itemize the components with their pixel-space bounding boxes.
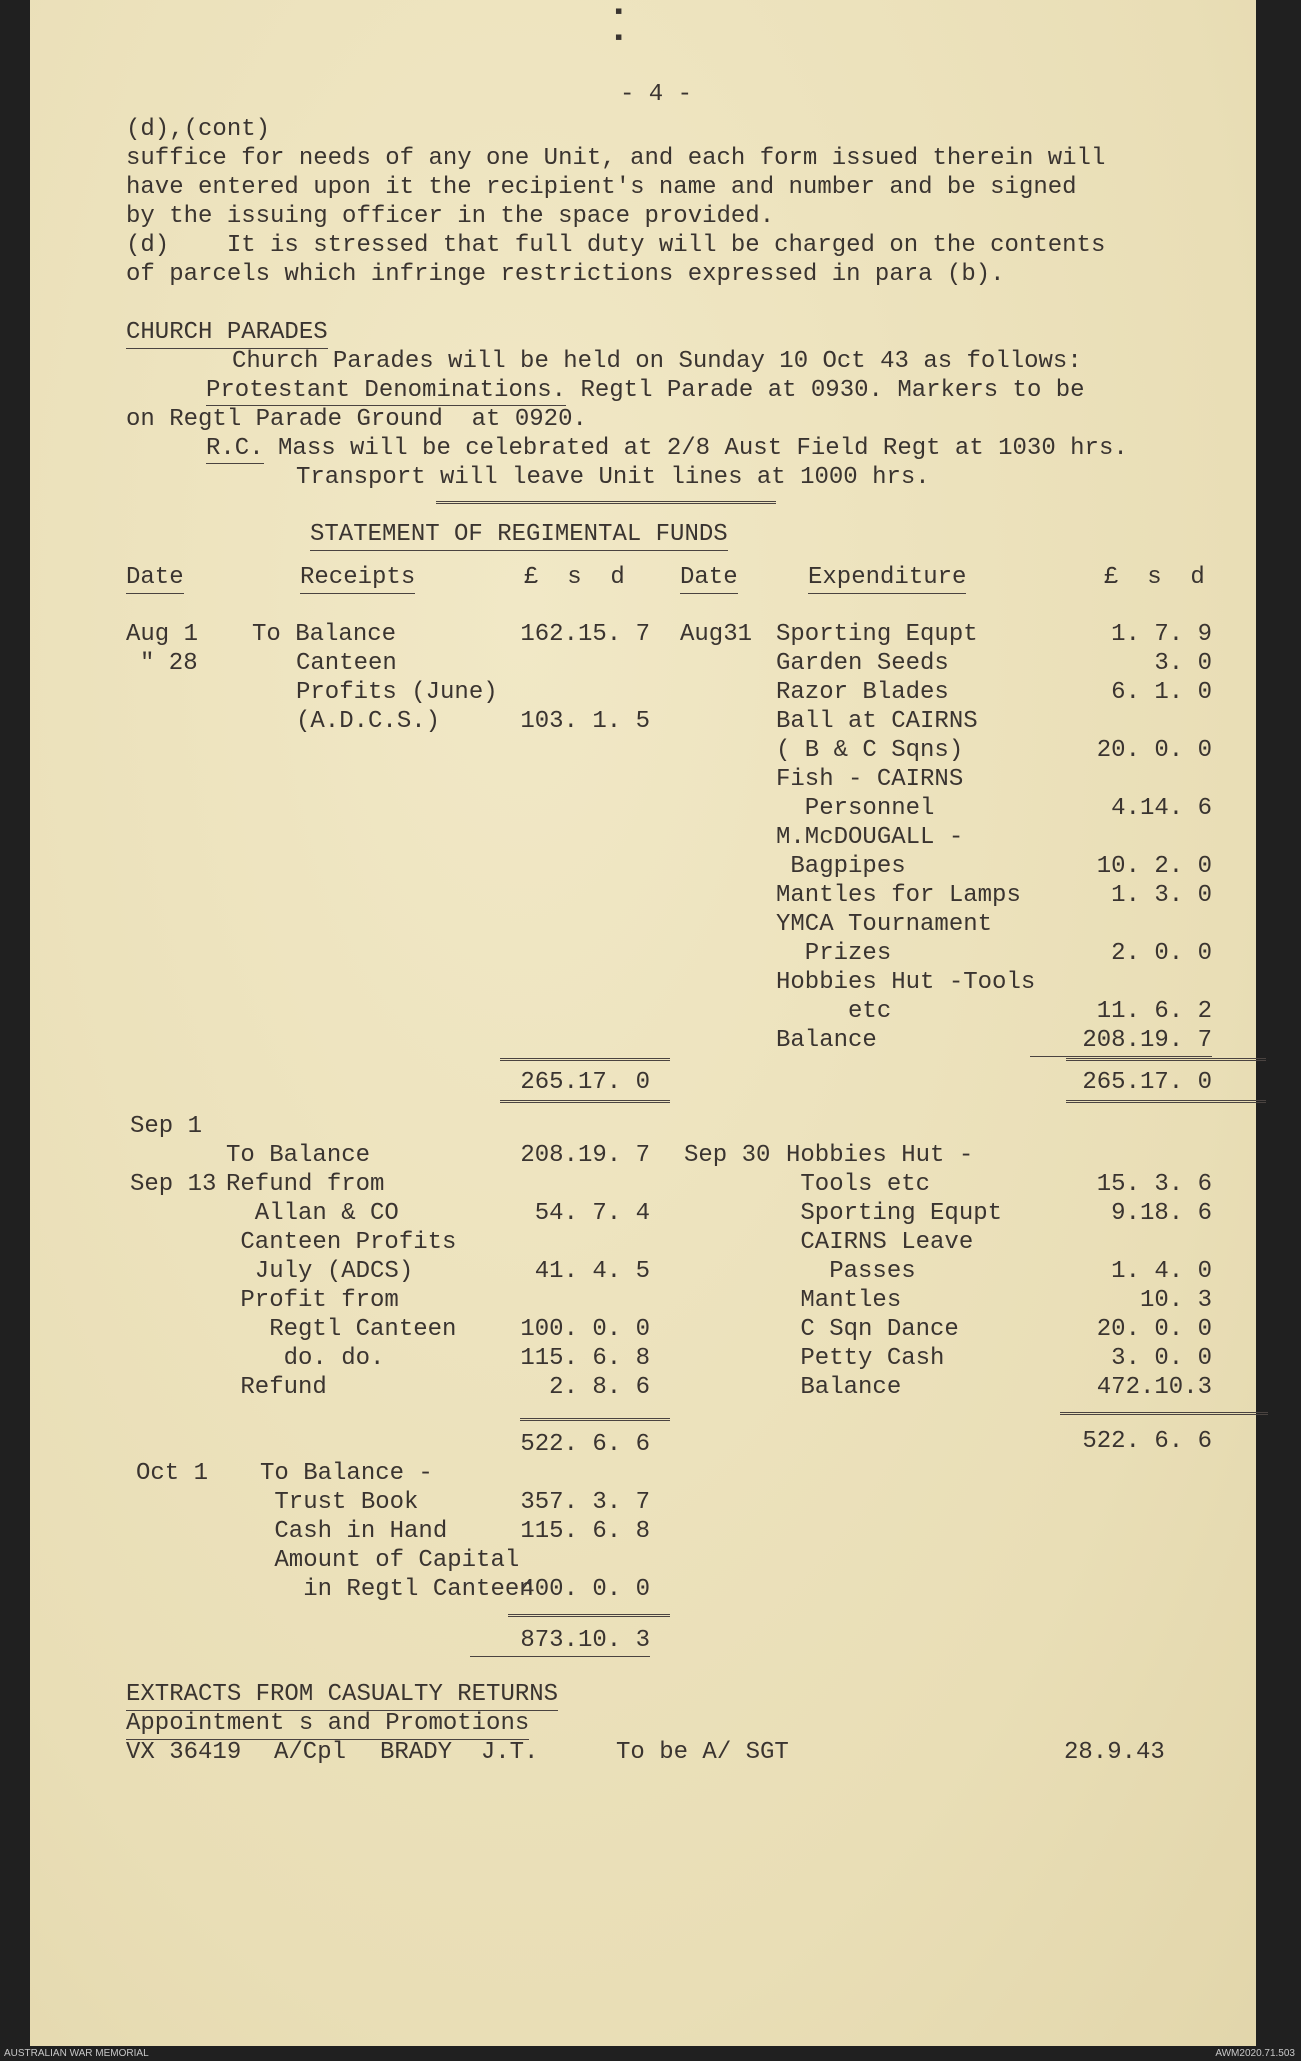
aug-exp-item: Ball at CAIRNS (776, 708, 978, 735)
aug-receipt-amount: 162.15. 7 (520, 621, 650, 648)
aug-exp-item: Balance (776, 1027, 877, 1054)
sep-receipt-date: Sep 1 (130, 1113, 203, 1140)
rc-label: R.C. (206, 435, 264, 462)
sep-exp-item: Hobbies Hut - (786, 1142, 974, 1169)
sep-receipt-item: Refund (226, 1374, 327, 1401)
oct-receipt-amount: 400. 0. 0 (520, 1576, 650, 1603)
sep-receipt-item: Canteen Profits (226, 1229, 457, 1256)
intro-line: (d),(cont) (126, 116, 271, 143)
sep-exp-item: Sporting Equpt (786, 1200, 1003, 1227)
sep-receipt-item: Allan & CO (226, 1200, 399, 1227)
aug-receipt-item: To Balance (252, 621, 397, 648)
aug-exp-amount: 1. 3. 0 (1111, 882, 1212, 909)
sep-exp-item: Tools etc (786, 1171, 931, 1198)
aug-exp-date: Aug31 (680, 621, 753, 648)
sep-exp-item: C Sqn Dance (786, 1316, 959, 1343)
aug-exp-item: Garden Seeds (776, 650, 949, 677)
casualty-date: 28.9.43 (1064, 1739, 1165, 1766)
casualty-number: VX 36419 (126, 1739, 242, 1766)
aug-exp-item: ( B & C Sqns) (776, 737, 964, 764)
header-expenditure: Expenditure (808, 563, 966, 594)
aug-exp-item: Razor Blades (776, 679, 949, 706)
header-lsd-2: £ s d (1104, 564, 1205, 591)
sep-receipt-amount: 54. 7. 4 (534, 1200, 650, 1227)
aug-exp-amount: 2. 0. 0 (1111, 940, 1212, 967)
sep-receipt-amount: 2. 8. 6 (549, 1374, 650, 1401)
sep-exp-amount: 9.18. 6 (1111, 1200, 1212, 1227)
casualty-rank: A/Cpl (274, 1739, 347, 1766)
aug-receipt-date: Aug 1 (126, 621, 199, 648)
sep-exp-amount: 472.10.3 (1096, 1374, 1212, 1401)
rc-text: Mass will be celebrated at 2/8 Aust Field Regt at 1030 hrs. (263, 435, 1128, 462)
header-date: Date (126, 563, 184, 594)
aug-exp-item: Mantles for Lamps (776, 882, 1021, 909)
oct-receipt-item: Amount of Capital (260, 1547, 520, 1574)
aug-exp-item: Bagpipes (776, 853, 906, 880)
casualty-name: BRADY J.T. (380, 1739, 539, 1766)
church-line (206, 434, 1128, 463)
total-rule (1060, 1412, 1268, 1415)
sep-receipt-item: Regtl Canteen (226, 1316, 457, 1343)
aug-total-expenditure: 265.17. 0 (1082, 1069, 1212, 1096)
oct-receipt-item: in Regtl Canteen (260, 1576, 534, 1603)
aug-exp-amount: 20. 0. 0 (1096, 737, 1212, 764)
aug-exp-item: M.McDOUGALL - (776, 824, 964, 851)
archive-footer (0, 2046, 1301, 2061)
intro-line: by the issuing officer in the space provided. (126, 203, 775, 230)
funds-title: STATEMENT OF REGIMENTAL FUNDS (310, 520, 728, 551)
aug-exp-amount: 6. 1. 0 (1111, 679, 1212, 706)
oct-receipt-item: Cash in Hand (260, 1518, 448, 1545)
aug-receipt-item: (A.D.C.S.) (296, 708, 441, 735)
intro-line: suffice for needs of any one Unit, and each form issued therein will (126, 145, 1106, 172)
sep-receipt-item: July (ADCS) (226, 1258, 414, 1285)
aug-exp-item: Personnel (776, 795, 935, 822)
aug-exp-item: etc (776, 998, 892, 1025)
header-receipts: Receipts (300, 563, 415, 594)
sep-exp-item: Passes (786, 1258, 916, 1285)
aug-total-receipts: 265.17. 0 (520, 1069, 650, 1096)
oct-receipt-item: To Balance - (260, 1460, 433, 1487)
punch-mark: ▪ (612, 0, 626, 25)
aug-receipt-amount: 103. 1. 5 (520, 708, 650, 735)
protestant-text: Regtl Parade at 0930. Markers to be (566, 377, 1085, 404)
church-line: on Regtl Parade Ground at 0920. (126, 406, 587, 433)
oct-receipt-item: Trust Book (260, 1489, 419, 1516)
sep-receipt-amount: 100. 0. 0 (520, 1316, 650, 1343)
aug-exp-amount: 11. 6. 2 (1096, 998, 1212, 1025)
sep-receipt-amount: 115. 6. 8 (520, 1345, 650, 1372)
total-rule (500, 1058, 670, 1061)
sep-total-receipts: 522. 6. 6 (520, 1431, 650, 1458)
total-rule (1066, 1058, 1266, 1061)
page-number: - 4 - (620, 81, 693, 108)
aug-exp-amount: 208.19. 7 (1030, 1026, 1212, 1057)
header-lsd: £ s d (524, 564, 625, 591)
aug-exp-item: Fish - CAIRNS (776, 766, 964, 793)
sep-receipt-item: To Balance (226, 1142, 371, 1169)
aug-receipt-item: Canteen (296, 650, 397, 677)
sep-receipt-date: Sep 13 (130, 1171, 217, 1198)
oct-total: 873.10. 3 (470, 1626, 650, 1657)
sep-receipt-item: Refund from (226, 1171, 385, 1198)
aug-exp-amount: 10. 2. 0 (1096, 853, 1212, 880)
sep-total-expenditure: 522. 6. 6 (1082, 1428, 1212, 1455)
oct-receipt-amount: 115. 6. 8 (520, 1518, 650, 1545)
oct-receipt-date: Oct 1 (136, 1460, 209, 1487)
oct-receipt-amount: 357. 3. 7 (520, 1489, 650, 1516)
sep-exp-item: CAIRNS Leave (786, 1229, 974, 1256)
sep-exp-item: Mantles (786, 1287, 902, 1314)
sep-exp-amount: 10. 3 (1139, 1287, 1212, 1314)
aug-exp-item: YMCA Tournament (776, 911, 993, 938)
sep-exp-item: Petty Cash (786, 1345, 945, 1372)
sep-receipt-amount: 208.19. 7 (520, 1142, 650, 1169)
total-rule (520, 1418, 670, 1421)
casualty-action: To be A/ SGT (616, 1739, 789, 1766)
intro-line: (d) It is stressed that full duty will be charged on the contents (126, 232, 1106, 259)
protestant-label: Protestant Denominations. (206, 377, 567, 404)
church-line (206, 376, 1085, 405)
total-rule (500, 1100, 670, 1103)
aug-exp-amount: 1. 7. 9 (1111, 621, 1212, 648)
intro-line: have entered upon it the recipient's name and number and be signed (126, 174, 1077, 201)
sep-exp-amount: 15. 3. 6 (1096, 1171, 1212, 1198)
section-divider (436, 501, 776, 504)
sep-exp-date: Sep 30 (684, 1142, 771, 1169)
document-page (30, 0, 1256, 2046)
church-line: Church Parades will be held on Sunday 10 Oct 43 as follows: (232, 348, 1082, 375)
church-parades-heading: CHURCH PARADES (126, 318, 328, 349)
sep-receipt-item: Profit from (226, 1287, 399, 1314)
aug-exp-item: Hobbies Hut -Tools (776, 969, 1036, 996)
header-date-2: Date (680, 563, 738, 594)
punch-mark: ▪ (612, 26, 626, 51)
footer-reference: AWM2020.71.503 (1215, 2048, 1295, 2059)
aug-exp-amount: 3. 0 (1154, 650, 1212, 677)
sep-exp-amount: 3. 0. 0 (1111, 1345, 1212, 1372)
aug-receipt-item: Profits (June) (296, 679, 498, 706)
casualty-subheading: Appointment s and Promotions (126, 1709, 529, 1740)
sep-exp-amount: 20. 0. 0 (1096, 1316, 1212, 1343)
sep-receipt-amount: 41. 4. 5 (534, 1258, 650, 1285)
aug-exp-item: Prizes (776, 940, 892, 967)
aug-exp-amount: 4.14. 6 (1111, 795, 1212, 822)
sep-exp-amount: 1. 4. 0 (1111, 1258, 1212, 1285)
aug-receipt-date: " 28 (140, 650, 198, 677)
total-rule (1066, 1100, 1266, 1103)
aug-exp-item: Sporting Equpt (776, 621, 978, 648)
footer-institution: AUSTRALIAN WAR MEMORIAL (4, 2048, 149, 2059)
sep-exp-item: Balance (786, 1374, 902, 1401)
intro-line: of parcels which infringe restrictions expressed in para (b). (126, 261, 1005, 288)
church-line: Transport will leave Unit lines at 1000 hrs. (296, 464, 930, 491)
casualty-heading: EXTRACTS FROM CASUALTY RETURNS (126, 1680, 558, 1711)
total-rule (508, 1614, 670, 1617)
sep-receipt-item: do. do. (226, 1345, 385, 1372)
